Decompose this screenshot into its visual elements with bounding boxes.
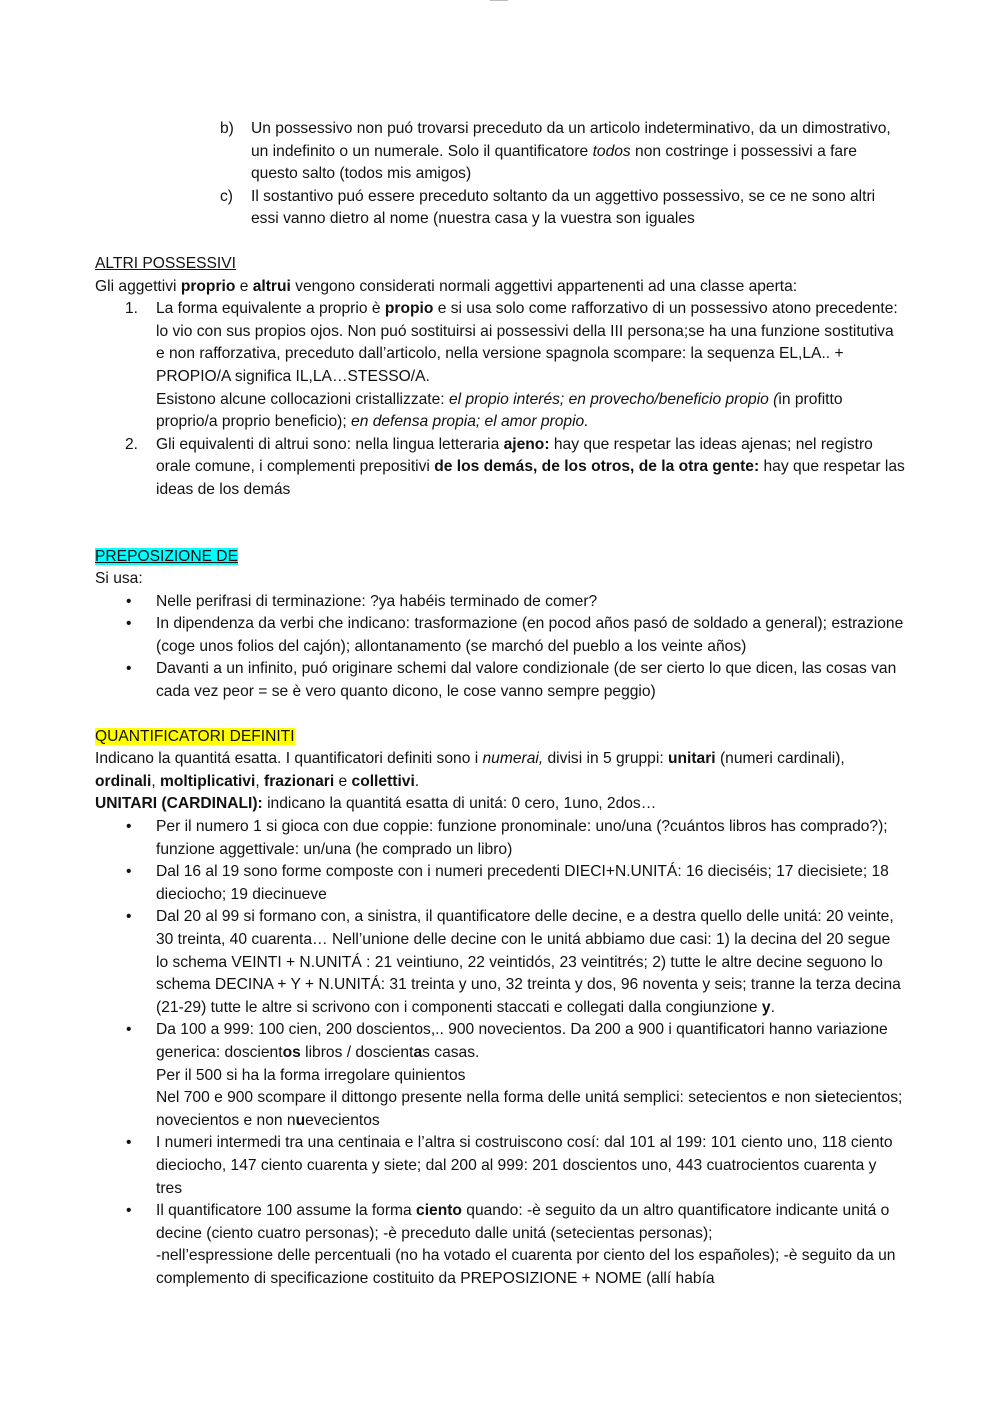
bullet-item: • Per il numero 1 si gioca con due coppie: funzione pronominale: uno/una (?cuántos libros has comprado?); funzione aggettivale: un/una (he comprado un libro): [126, 818, 888, 858]
bullet-item: • Da 100 a 999: 100 cien, 200 doscientos,.. 900 novecientos. Da 200 a 900 i quantificatori hanno variazione generica: doscientos libros / doscientas casas. Per il 500 si ha la forma irregolare quinientos Nel 700 e 900 scompare il dittongo presente nella forma delle unitá semplici: setecientos e non sietecientos; novecientos e non nuevecientos: [126, 1021, 903, 1129]
list-label: b): [220, 120, 234, 137]
list-label: 2.: [125, 435, 139, 453]
bullet-item: • I numeri intermedi tra una centinaia e l’altra si costruiscono cosí: dal 101 al 199: 101 ciento uno, 118 ciento dieciocho, 147 ciento cuarenta y siete; dal 200 al 999: 201 doscientos uno, 443 cuatrocientos cuarenta y tres: [126, 1134, 893, 1197]
section-heading-altri-possessivi: ALTRI POSSESSIVI: [95, 254, 236, 272]
section-heading-quantificatori: QUANTIFICATORI DEFINITI: [95, 727, 295, 745]
list-text: Un possessivo non puó trovarsi preceduto da un articolo indeterminativo, da un dimostrativo, un indefinito o un numerale. Solo il quantificatore todos non costringe i possessivi a fare questo salto (todos mis amigos): [251, 120, 891, 183]
numbered-item-1: 1. La forma equivalente a proprio è propio e si usa solo come rafforzativo di un possessivo atono precedente: lo vio con sus propios ojos. Non puó sostituirsi ai possessivi della III persona;se ha una funzione sostitutiva e non rafforzativa, preceduto dall’articolo, nella versione spagnola scompare: la sequenza EL,LA.. + PROPIO/A significa IL,LA…STESSO/A. Esistono alcune collocazioni cristallizzate: el propio interés; en provecho/beneficio propio (in profitto proprio/a proprio beneficio); en defensa propia; el amor propio.: [125, 300, 898, 431]
list-label: 1.: [125, 300, 139, 318]
bullet-item: • Nelle perifrasi di terminazione: ?ya habéis terminado de comer?: [126, 592, 598, 610]
paragraph: Si usa:: [95, 570, 143, 588]
section-heading-preposizione-de: PREPOSIZIONE DE: [95, 547, 238, 565]
list-text: Il sostantivo puó essere preceduto soltanto da un aggettivo possessivo, se ce ne sono altri essi vanno dietro al nome (nuestra casa y la vuestra son iguales: [251, 187, 876, 228]
bullet-item: • In dipendenza da verbi che indicano: trasformazione (en pocod años pasó de soldado a general); estrazione (coge unos folios del cajón); allontanamento (se marchó del pueblo a los veinte años): [126, 615, 904, 655]
bullet-item: • Dal 20 al 99 si formano con, a sinistra, il quantificatore delle decine, e a destra quello delle unitá: 20 veinte, 30 treinta, 40 cuarenta… Nell’unione delle decine con le unitá abbiamo due casi: 1) la decina del 20 segue lo schema VEINTI + N.UNITÁ : 21 veintiuno, 22 veintidós, 23 veintitrés; 2) tutte le altre decine seguono lo schema DECINA + Y + N.UNITÁ: 31 treinta y uno, 32 treinta y dos, 96 noventa y seis; tranne la terza decina (21-29) tutte le altre si scrivono con i componenti staccati e collegati dalla congiunzione y.: [126, 908, 901, 1016]
bullet-item: • Dal 16 al 19 sono forme composte con i numeri precedenti DIECI+N.UNITÁ: 16 dieciséis; 17 diecisiete; 18 dieciocho; 19 diecinueve: [126, 863, 889, 903]
paragraph: Gli aggettivi proprio e altrui vengono considerati normali aggettivi appartenenti ad una classe aperta:: [95, 277, 798, 295]
list-item-c: [95, 186, 905, 231]
bullet-item: • Il quantificatore 100 assume la forma ciento quando: -è seguito da un altro quantificatore indicante unitá o decine (ciento cuatro personas); -è preceduto dalle unitá (setecientas personas); -nell’espressione delle percentuali (no ha votado el cuarenta por ciento del los españoles); -è seguito da un complemento di specificazione costituito da PREPOSIZIONE + NOME (allí había: [126, 1202, 896, 1287]
document-page: [95, 118, 905, 1291]
list-item-b: [95, 118, 905, 186]
bullet-item: • Davanti a un infinito, puó originare schemi dal valore condizionale (de ser cierto lo que dicen, las cosas van cada vez peor = se è vero quanto dicono, le cose vanno sempre peggio): [126, 660, 897, 701]
numbered-item-2: 2. Gli equivalenti di altrui sono: nella lingua letteraria ajeno: hay que respetar las ideas ajenas; nel registro orale comune, i complementi prepositivi de los demás, de los otros, de la otra gente: hay que respetar las ideas de los demás: [125, 435, 905, 498]
paragraph: UNITARI (CARDINALI): indicano la quantitá esatta di unitá: 0 cero, 1uno, 2dos…: [95, 795, 657, 813]
page-header-mark: [490, 0, 508, 3]
paragraph: Indicano la quantitá esatta. I quantificatori definiti sono i numerai, divisi in 5 gruppi: unitari (numeri cardinali), ordinali, moltiplicativi, frazionari e collettivi.: [95, 750, 845, 790]
list-label: c): [220, 187, 233, 205]
